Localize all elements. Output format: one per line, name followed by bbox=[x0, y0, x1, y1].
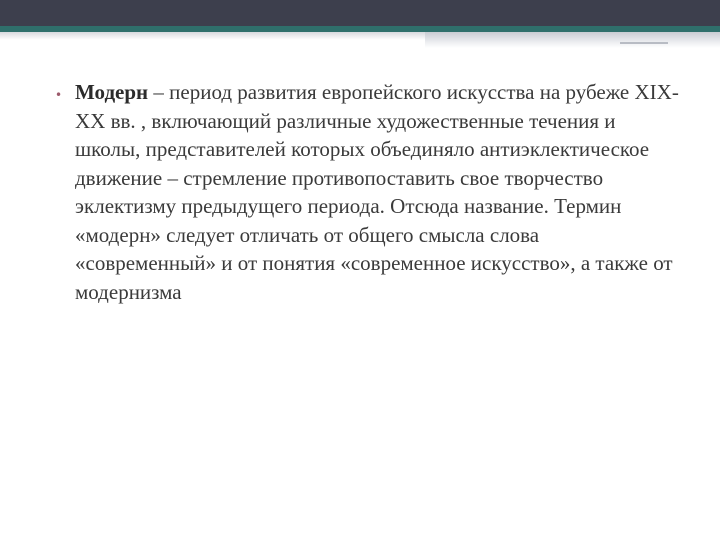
definition-text: – период развития европейского искусства на рубеже XIX-XX вв. , включающий различные художественные течения и школы, представителей которых объединяло антиэклектическое движение – стремление противопоставить свое творчество эклектизму предыдущего периода. Отсюда название. Термин «модерн» следует отличать от общего смысла слова «современный» и от понятия «современное искусство», а также от модернизма bbox=[75, 80, 679, 304]
header-band bbox=[0, 0, 720, 26]
header-right-line bbox=[620, 42, 668, 44]
header-right-accent bbox=[425, 32, 720, 48]
term-heading: Модерн bbox=[75, 80, 149, 104]
slide-content bbox=[55, 78, 685, 306]
bullet-icon: • bbox=[55, 88, 63, 102]
bullet-item bbox=[55, 78, 685, 306]
